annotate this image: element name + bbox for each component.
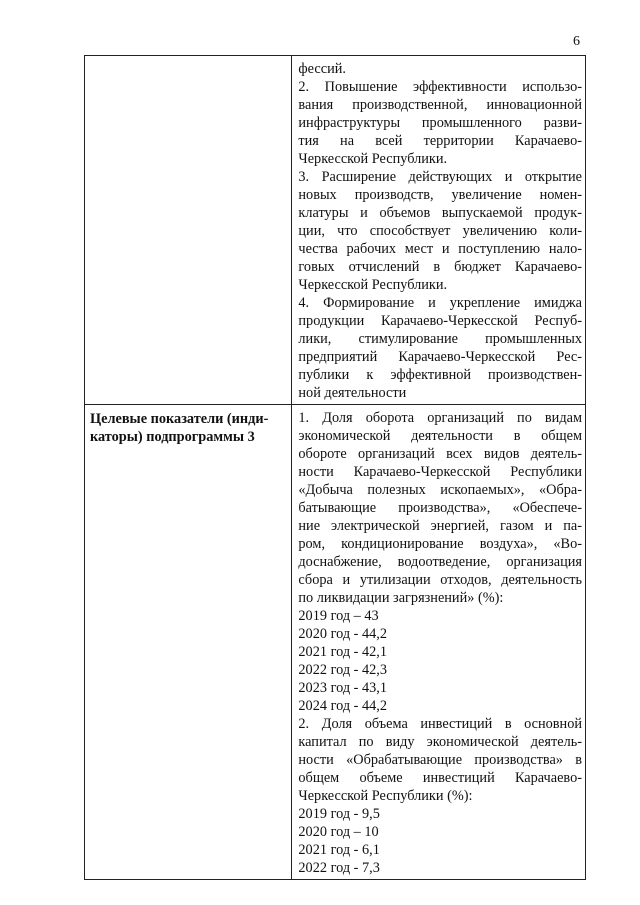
row-label-line: Целевые показатели (инди-: [90, 411, 269, 427]
text-line: продукции Карачаево-Черкесской Респуб-: [298, 313, 582, 329]
text-line: клатуры и объемов выпускаемой продук-: [298, 205, 582, 221]
text-line: Черкесской Республики.: [298, 151, 448, 167]
table-row-target-indicators: [85, 405, 586, 880]
text-line: 2020 год – 10: [298, 824, 379, 840]
text-line: по ликвидации загрязнений» (%):: [298, 590, 504, 606]
text-line: 2021 год - 42,1: [298, 644, 388, 660]
text-line: фессий.: [298, 61, 346, 77]
text-line: 2022 год - 7,3: [298, 860, 380, 876]
text-line: обороте организаций всех видов деятель-: [298, 446, 582, 462]
passport-table: [84, 55, 586, 880]
text-line: Черкесской Республики.: [298, 277, 448, 293]
text-line: 2019 год – 43: [298, 608, 379, 624]
text-line: 2022 год - 42,3: [298, 662, 388, 678]
text-line: ной деятельности: [298, 385, 407, 401]
row-content: [298, 409, 582, 877]
text-line: 2021 год - 6,1: [298, 842, 380, 858]
text-line: 4. Формирование и укрепление имиджа: [298, 295, 582, 311]
text-line: говых отчислений в бюджет Карачаево-: [298, 259, 582, 275]
text-line: ности «Обрабатывающие производства» в: [298, 752, 582, 768]
text-line: новых производств, увеличение номен-: [298, 187, 582, 203]
row-content-cell: [292, 405, 586, 880]
text-line: 2. Доля объема инвестиций в основной: [298, 716, 582, 732]
text-line: тия на всей территории Карачаево-: [298, 133, 582, 149]
row-content-cell: [292, 56, 586, 405]
text-line: доснабжение, водоотведение, организация: [298, 554, 582, 570]
text-line: ции, что способствует увеличению коли-: [298, 223, 582, 239]
text-line: инфраструктуры промышленного разви-: [298, 115, 582, 131]
text-line: чества рабочих мест и поступлению нало-: [298, 241, 582, 257]
text-line: 1. Доля оборота организаций по видам: [298, 410, 582, 426]
text-line: батывающие производства», «Обеспече-: [298, 500, 582, 516]
text-line: Черкесской Республики (%):: [298, 788, 473, 804]
text-line: ром, кондиционирование воздуха», «Во-: [298, 536, 582, 552]
text-line: вания производственной, инновационной: [298, 97, 582, 113]
text-line: предприятий Карачаево-Черкесской Рес-: [298, 349, 582, 365]
text-line: капитал по виду экономической деятель-: [298, 734, 582, 750]
text-line: сбора и утилизации отходов, деятельность: [298, 572, 582, 588]
row-label: [90, 410, 287, 446]
text-line: лики, стимулирование промышленных: [298, 331, 582, 347]
text-line: 2. Повышение эффективности использо-: [298, 79, 582, 95]
row-label-cell: [85, 405, 292, 880]
text-line: 2020 год - 44,2: [298, 626, 388, 642]
table-row-tasks-continued: [85, 56, 586, 405]
row-label-line: каторы) подпрограммы 3: [90, 429, 255, 445]
text-line: ние электрической энергией, газом и па-: [298, 518, 582, 534]
text-line: 2023 год - 43,1: [298, 680, 388, 696]
text-line: 3. Расширение действующих и открытие: [298, 169, 582, 185]
row-content: [298, 60, 582, 402]
text-line: публики к эффективной производствен-: [298, 367, 582, 383]
row-label-cell: [85, 56, 292, 405]
text-line: 2019 год - 9,5: [298, 806, 380, 822]
text-line: общем объеме инвестиций Карачаево-: [298, 770, 582, 786]
text-line: «Добыча полезных ископаемых», «Обра-: [298, 482, 582, 498]
text-line: 2024 год - 44,2: [298, 698, 388, 714]
text-line: экономической деятельности в общем: [298, 428, 582, 444]
page-number: 6: [573, 34, 580, 49]
text-line: ности Карачаево-Черкесской Республики: [298, 464, 582, 480]
